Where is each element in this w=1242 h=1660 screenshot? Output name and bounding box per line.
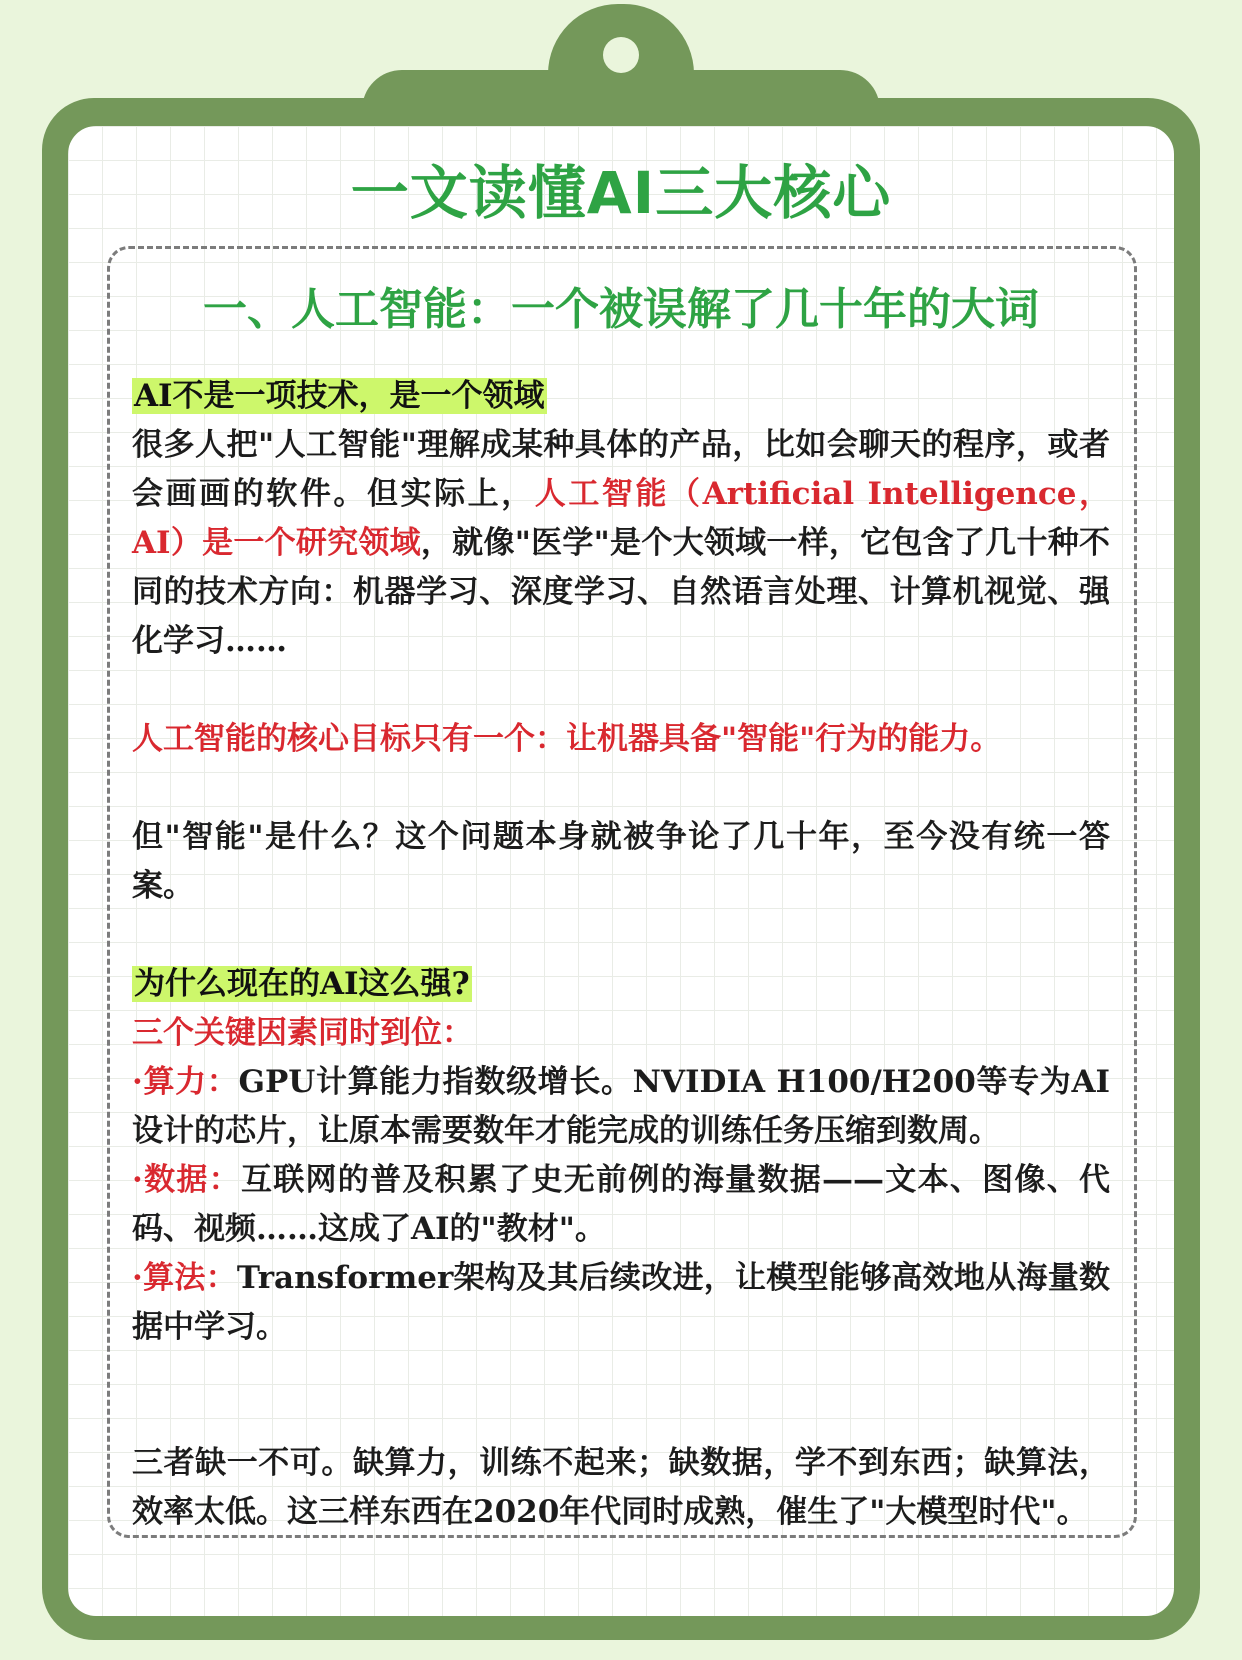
factor-label: ·算力： <box>132 1064 239 1100</box>
subheading-why-strong <box>132 960 1110 1009</box>
paragraph-text: ，就像"医学"是个大领域一样，它包含了几十种不同的技术方向：机器学习、深度学习、自然语言处理、计算机视觉、强化学习…… <box>132 525 1110 659</box>
section-heading: 一、人工智能：一个被误解了几十年的大词 <box>203 284 1039 335</box>
paragraph-intelligence-question: 但"智能"是什么？这个问题本身就被争论了几十年，至今没有统一答案。 <box>132 819 1110 904</box>
core-goal-statement: 人工智能的核心目标只有一个：让机器具备"智能"行为的能力。 <box>132 721 1002 757</box>
paragraph-text: 很多人把"人工智能"理解成某种具体的产品，比如会聊天的程序，或者会画画的软件。但实际上， <box>132 427 1110 512</box>
page-title: 一文读懂AI三大核心 <box>350 159 892 227</box>
factor-item <box>132 1254 1110 1352</box>
red-emphasis-text: 人工智能（Artificial Intelligence，AI）是一个研究领域 <box>132 476 1111 561</box>
clipboard-clip-hole <box>603 37 639 73</box>
paragraph-conclusion: 三者缺一不可。缺算力，训练不起来；缺数据，学不到东西；缺算法，效率太低。这三样东西在2020年代同时成熟，催生了"大模型时代"。 <box>132 1445 1110 1530</box>
subheading-ai-field <box>132 372 1110 421</box>
factor-text: 互联网的普及积累了史无前例的海量数据——文本、图像、代码、视频……这成了AI的"教材"。 <box>132 1162 1111 1247</box>
factor-text: GPU计算能力指数级增长。NVIDIA H100/H200等专为AI设计的芯片，让原本需要数年才能完成的训练任务压缩到数周。 <box>132 1064 1111 1149</box>
factor-item <box>132 1058 1110 1156</box>
factor-label: ·算法： <box>132 1260 237 1296</box>
factor-text: Transformer架构及其后续改进，让模型能够高效地从海量数据中学习。 <box>132 1260 1110 1345</box>
paragraph-ai-definition <box>132 421 1110 666</box>
factors-intro: 三个关键因素同时到位： <box>132 1015 473 1051</box>
highlighted-subheading: AI不是一项技术，是一个领域 <box>134 378 545 414</box>
article-body <box>132 372 1110 1537</box>
factor-label: ·数据： <box>132 1162 241 1198</box>
factor-item <box>132 1156 1110 1254</box>
highlighted-subheading: 为什么现在的AI这么强? <box>134 966 470 1002</box>
